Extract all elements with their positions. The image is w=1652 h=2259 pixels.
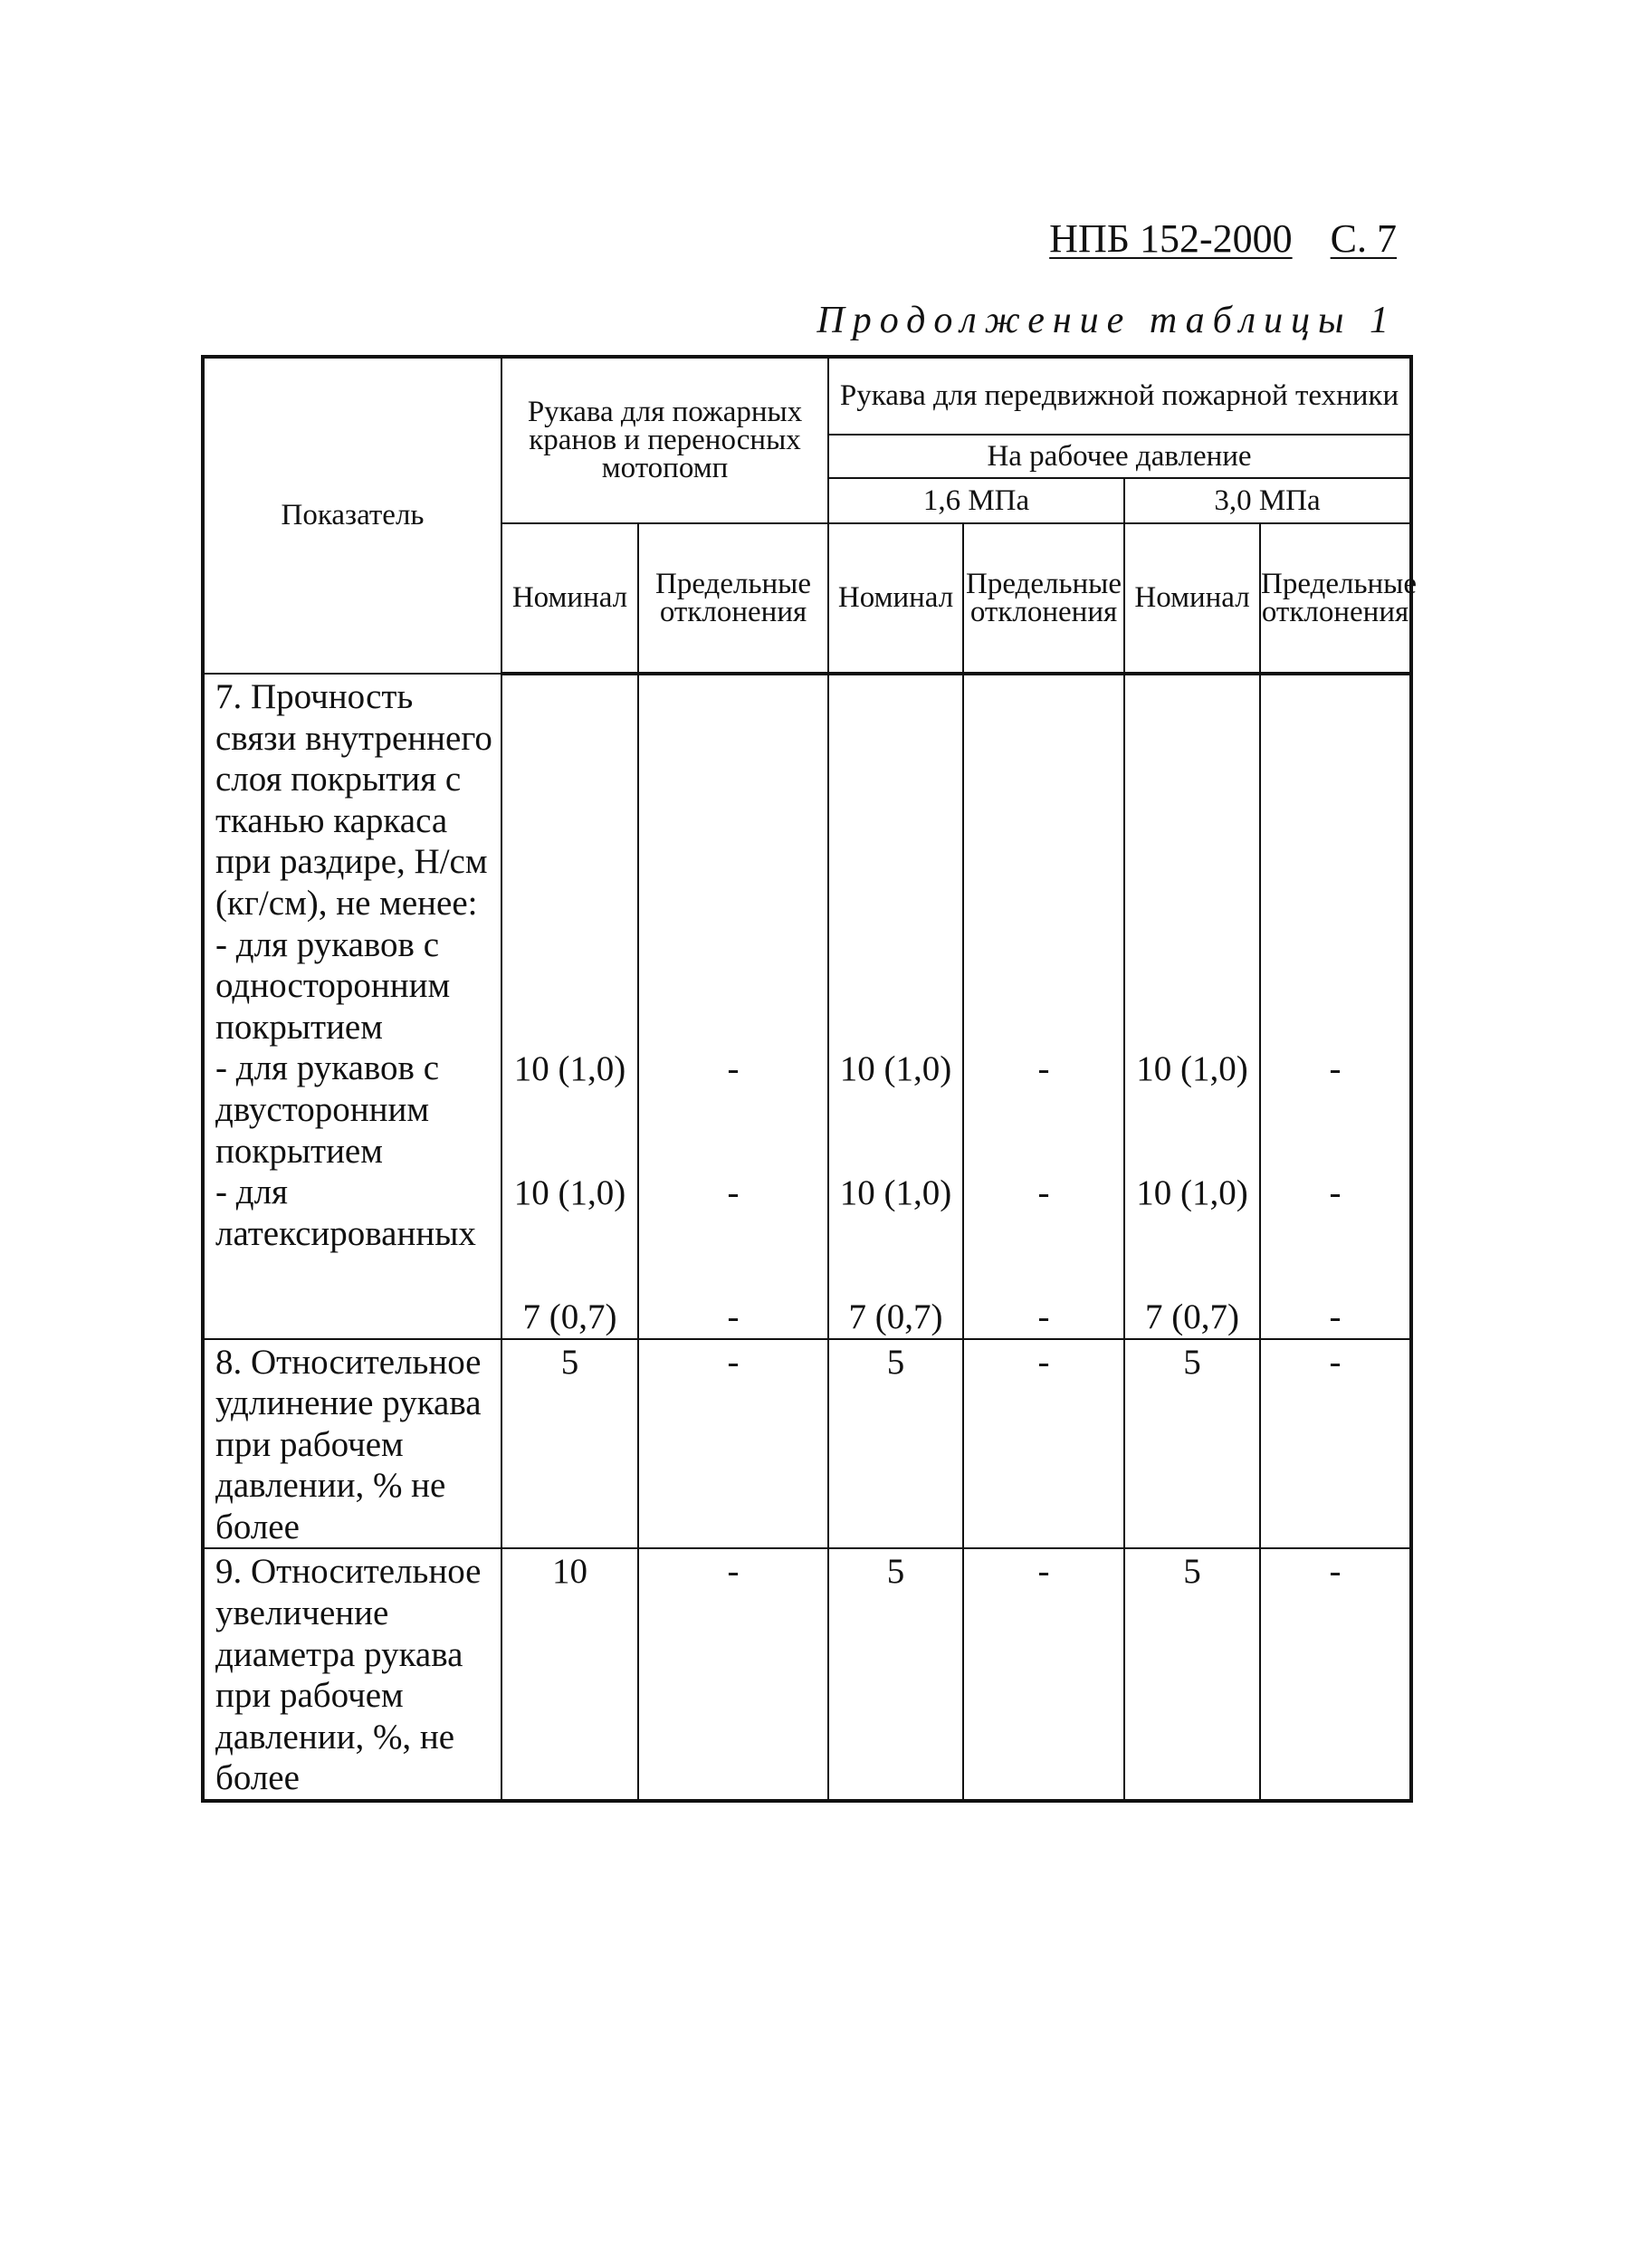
row-7-sub-1-label: - для рукавов с односторонним покрытием <box>215 924 451 1047</box>
row-7-3-a-deviation: - <box>727 1297 740 1336</box>
specs-table-container <box>201 355 1417 1803</box>
row-7-2-b16-nominal: 10 (1,0) <box>839 1173 952 1213</box>
row-7-1-a-deviation: - <box>727 1049 740 1089</box>
row-7-3-a-nominal: 7 (0,7) <box>522 1297 617 1336</box>
row-8-b30-nominal: 5 <box>1124 1339 1260 1549</box>
row-7-3-b16-deviation: - <box>1037 1297 1050 1336</box>
row-9-b30-nominal: 5 <box>1124 1548 1260 1801</box>
col-header-a-deviation: Предельные отклонения <box>638 523 828 674</box>
row-7-1-b16-deviation: - <box>1037 1049 1050 1089</box>
col-header-group-b: Рукава для передвижной пожарной техники <box>828 357 1411 435</box>
col-header-group-a: Рукава для пожарных кранов и переносных мотопомп <box>501 357 828 523</box>
row-9-a-nominal: 10 <box>501 1548 638 1801</box>
col-header-pressure-3-0: 3,0 МПа <box>1124 478 1411 523</box>
row-9-b16-deviation: - <box>963 1548 1124 1801</box>
specs-table <box>201 355 1417 1803</box>
row-7-sub-3-label: - для латексированных <box>215 1173 476 1253</box>
col-header-b16-deviation: Предельные отклонения <box>963 523 1124 674</box>
row-9-indicator: 9. Относительное увеличение диаметра рукава при рабочем давлении, %, не более <box>203 1548 501 1801</box>
row-8-a-deviation: - <box>638 1339 828 1549</box>
row-8-b16-deviation: - <box>963 1339 1124 1549</box>
page-number: С. 7 <box>1330 216 1397 261</box>
row-7-col-b30-nominal <box>1124 674 1260 1339</box>
row-7-1-a-nominal: 10 (1,0) <box>513 1049 626 1089</box>
row-8-b16-nominal: 5 <box>828 1339 963 1549</box>
row-7-col-b16-deviation <box>963 674 1124 1339</box>
row-7-3-b30-nominal: 7 (0,7) <box>1145 1297 1239 1336</box>
table-row-7 <box>203 674 1411 1339</box>
row-7-col-a-deviation <box>638 674 828 1339</box>
row-7-indicator <box>203 674 501 1339</box>
row-8-b30-deviation: - <box>1260 1339 1411 1549</box>
row-7-2-b30-deviation: - <box>1329 1173 1342 1213</box>
row-7-1-b16-nominal: 10 (1,0) <box>839 1049 952 1089</box>
table-continuation-label: Продолжение таблицы 1 <box>816 300 1397 341</box>
row-9-b16-nominal: 5 <box>828 1548 963 1801</box>
page-header <box>1049 215 1397 262</box>
row-7-3-b30-deviation: - <box>1329 1297 1342 1336</box>
col-header-indicator: Показатель <box>203 357 501 674</box>
col-header-a-nominal: Номинал <box>501 523 638 674</box>
row-7-col-b30-deviation <box>1260 674 1411 1339</box>
col-header-pressure-1-6: 1,6 МПа <box>828 478 1124 523</box>
row-7-2-b30-nominal: 10 (1,0) <box>1136 1173 1248 1213</box>
col-header-b16-nominal: Номинал <box>828 523 963 674</box>
table-row-8 <box>203 1339 1411 1549</box>
col-header-b30-deviation: Предельные отклонения <box>1260 523 1411 674</box>
document-id: НПБ 152-2000 <box>1049 216 1293 261</box>
row-9-a-deviation: - <box>638 1548 828 1801</box>
row-9-b30-deviation: - <box>1260 1548 1411 1801</box>
row-7-2-b16-deviation: - <box>1037 1173 1050 1213</box>
row-7-col-b16-nominal <box>828 674 963 1339</box>
row-7-2-a-deviation: - <box>727 1173 740 1213</box>
row-7-1-b30-deviation: - <box>1329 1049 1342 1089</box>
row-7-2-a-nominal: 10 (1,0) <box>513 1173 626 1213</box>
row-7-3-b16-nominal: 7 (0,7) <box>848 1297 943 1336</box>
table-row-9 <box>203 1548 1411 1801</box>
row-7-col-a-nominal <box>501 674 638 1339</box>
row-7-1-b30-nominal: 10 (1,0) <box>1136 1049 1248 1089</box>
row-7-sub-2-label: - для рукавов с двусторонним покрытием <box>215 1048 440 1171</box>
row-7-title: 7. Прочность связи внутреннего слоя покрытия с тканью каркаса при раздире, Н/см (кг/см), не менее: <box>215 677 492 923</box>
row-8-a-nominal: 5 <box>501 1339 638 1549</box>
row-8-indicator: 8. Относительное удлинение рукава при рабочем давлении, % не более <box>203 1339 501 1549</box>
col-header-b30-nominal: Номинал <box>1124 523 1260 674</box>
col-header-working-pressure: На рабочее давление <box>828 435 1411 478</box>
